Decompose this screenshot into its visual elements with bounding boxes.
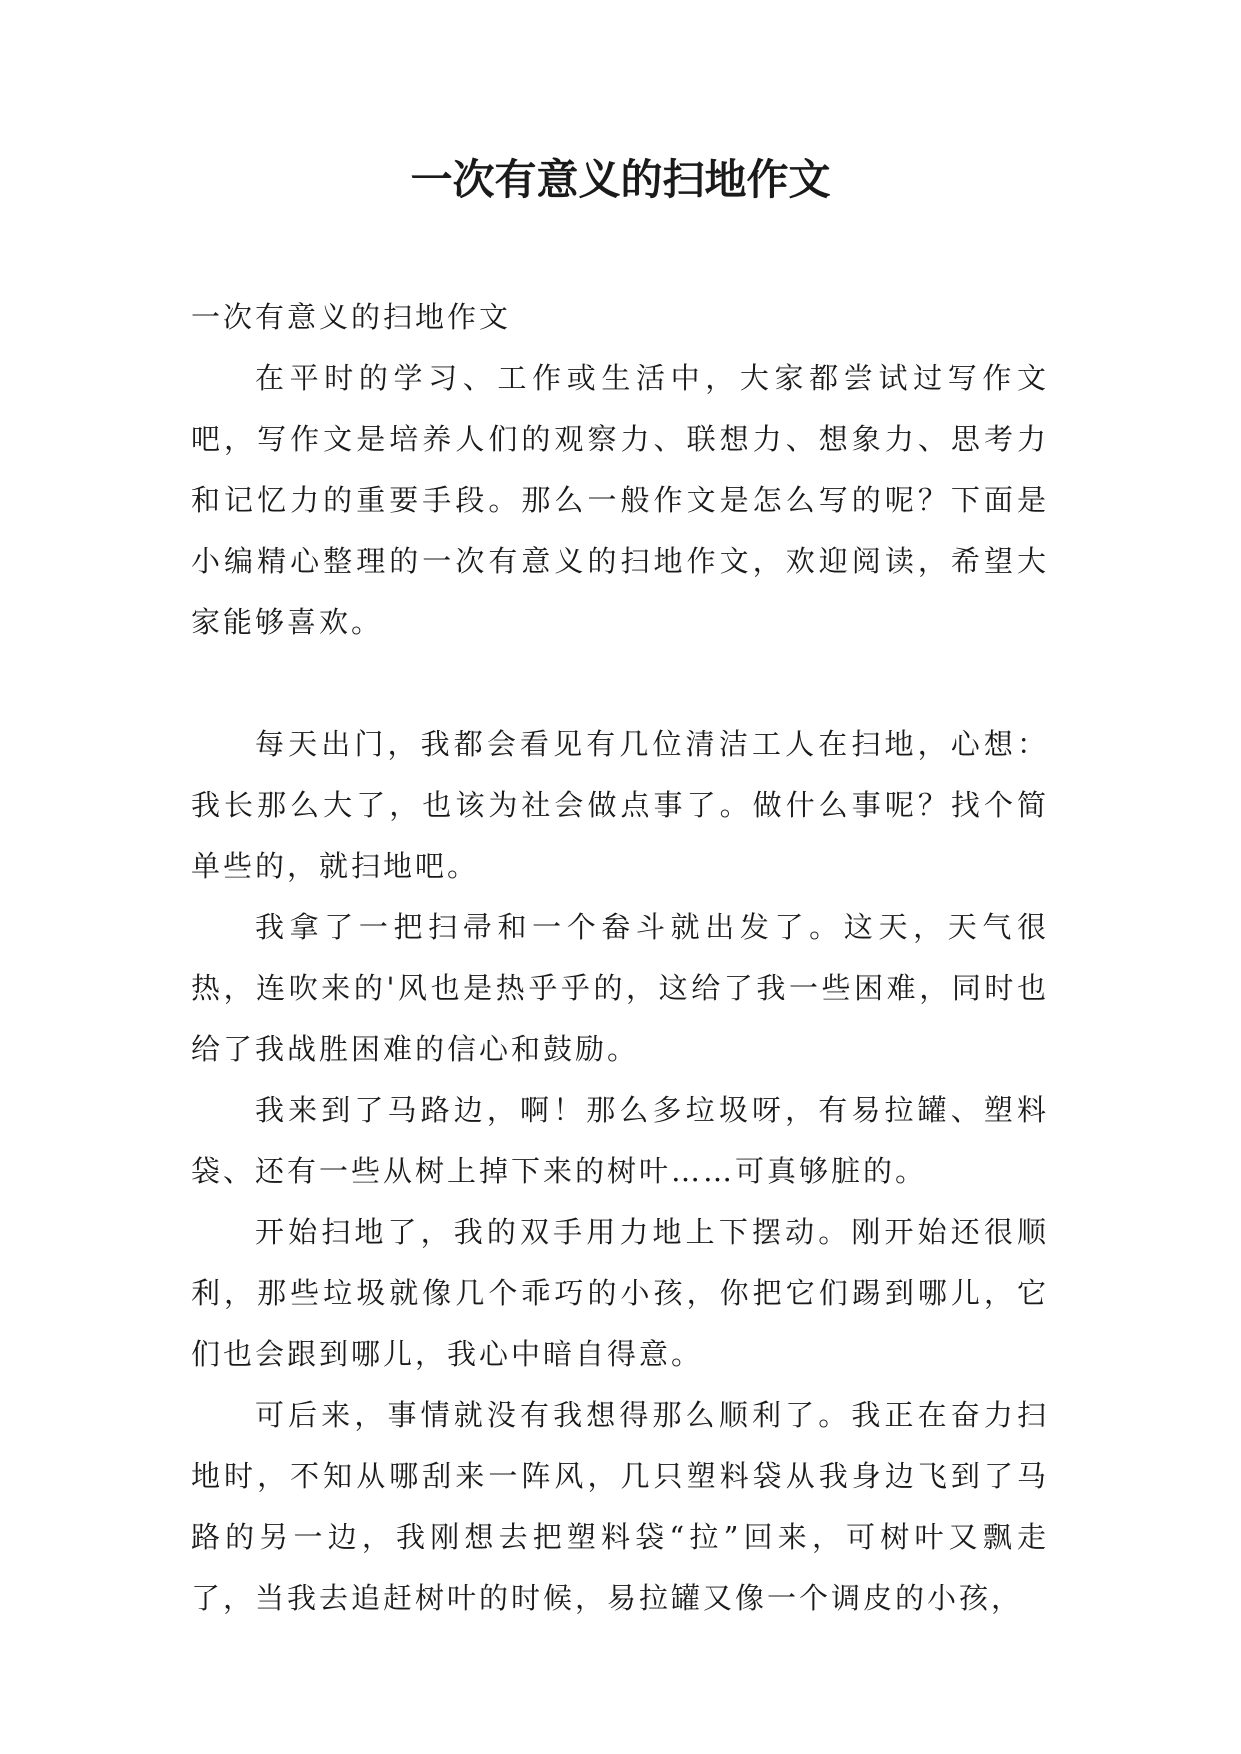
- paragraph-spacer: [191, 653, 1049, 714]
- paragraph: 可后来，事情就没有我想得那么顺利了。我正在奋力扫地时，不知从哪刮来一阵风，几只塑料袋从我身边飞到了马路的另一边，我刚想去把塑料袋“拉”回来，可树叶又飘走了，当我去追赶树叶的时候，易拉罐又像一个调皮的小孩，: [191, 1398, 1049, 1615]
- paragraph: 每天出门，我都会看见有几位清洁工人在扫地，心想：我长那么大了，也该为社会做点事了。做什么事呢？找个简单些的，就扫地吧。: [191, 727, 1049, 883]
- paragraph: 我拿了一把扫帚和一个畚斗就出发了。这天，天气很热，连吹来的'风也是热乎乎的，这给了我一些困难，同时也给了我战胜困难的信心和鼓励。: [191, 910, 1049, 1066]
- document-body: [191, 287, 1049, 1629]
- document-title: 一次有意义的扫地作文: [410, 155, 831, 204]
- document-subtitle: 一次有意义的扫地作文: [191, 300, 512, 334]
- paragraph: 开始扫地了，我的双手用力地上下摆动。刚开始还很顺利，那些垃圾就像几个乖巧的小孩，你把它们踢到哪儿，它们也会跟到哪儿，我心中暗自得意。: [191, 1215, 1049, 1371]
- paragraph-intro: 在平时的学习、工作或生活中，大家都尝试过写作文吧，写作文是培养人们的观察力、联想力、想象力、思考力和记忆力的重要手段。那么一般作文是怎么写的呢？下面是小编精心整理的一次有意义的扫地作文，欢迎阅读，希望大家能够喜欢。: [191, 361, 1049, 639]
- paragraph: 我来到了马路边，啊！那么多垃圾呀，有易拉罐、塑料袋、还有一些从树上掉下来的树叶……可真够脏的。: [191, 1093, 1049, 1188]
